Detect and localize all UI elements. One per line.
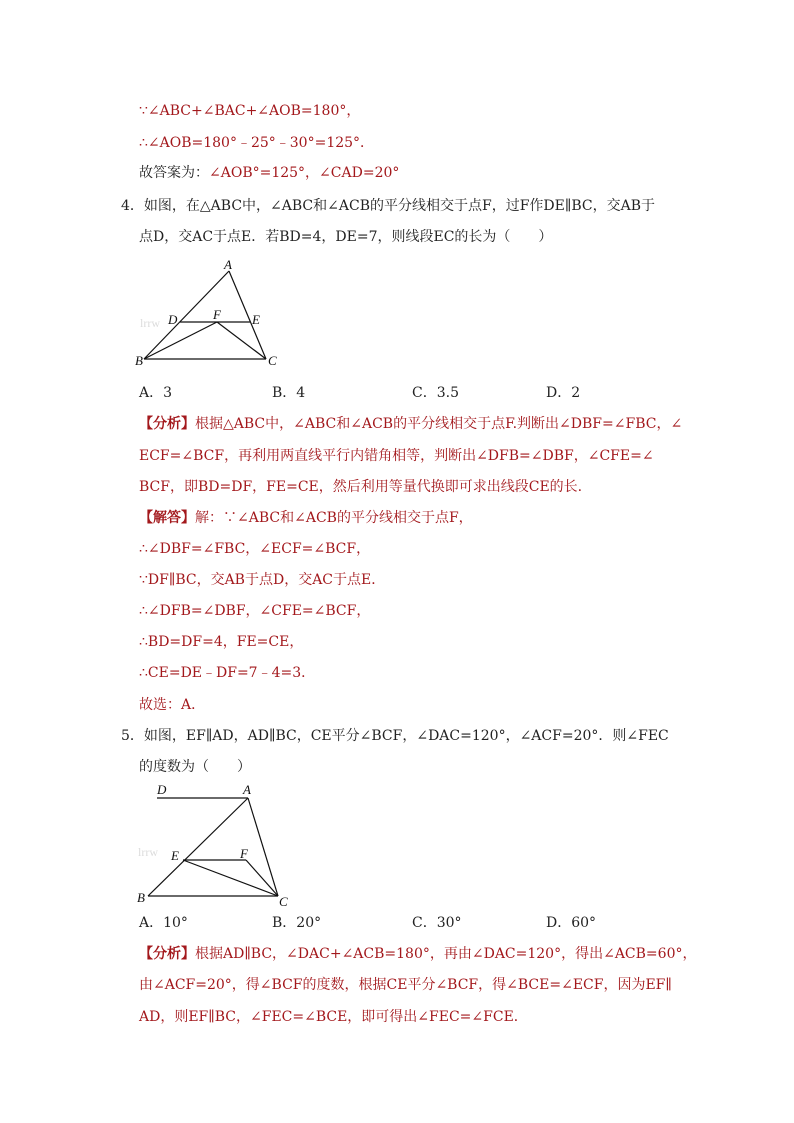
option-c: C．30° (412, 915, 462, 931)
option-b: B．20° (272, 915, 322, 931)
watermark: lrrw (140, 316, 160, 330)
text-line: ∴∠AOB=180°﹣25°﹣30°=125°． (139, 135, 375, 151)
analysis-4-line-1: 【分析】根据△ABC中，∠ABC和∠ACB的平分线相交于点F.判断出∠DBF=∠FBC，∠ (139, 416, 683, 432)
question-5-line-1: 5．如图，EF∥AD，AD∥BC，CE平分∠BCF，∠DAC=120°，∠ACF=20°．则∠FEC (121, 728, 669, 744)
watermark: lrrw (138, 845, 158, 859)
question-4-line-1: 4．如图，在△ABC中，∠ABC和∠ACB的平分线相交于点F，过F作DE∥BC，交AB于 (121, 198, 655, 214)
solution-4-line-2: ∵DF∥BC，交AB于点D，交AC于点E． (139, 572, 386, 588)
solution-4-line-3: ∴∠DFB=∠DBF，∠CFE=∠BCF， (139, 603, 371, 619)
solution-4-line-0: 【解答】解：∵∠ABC和∠ACB的平分线相交于点F， (139, 510, 473, 526)
analysis-4-line-2: ECF=∠BCF，再利用两直线平行内错角相等，判断出∠DFB=∠DBF，∠CFE=∠ (139, 448, 654, 464)
label-d: D (168, 312, 178, 327)
label-c: C (268, 353, 277, 368)
analysis-5-line-2: 由∠ACF=20°，得∠BCF的度数，根据CE平分∠BCF，得∠BCE=∠ECF，因为EF∥ (139, 977, 672, 993)
option-c: C．3.5 (412, 385, 459, 401)
question-4-line-2: 点D，交AC于点E．若BD=4，DE=7，则线段EC的长为（ ） (139, 229, 553, 245)
segment-ec (183, 860, 278, 896)
solution-4-line-6: 故选：A． (139, 697, 206, 713)
option-b: B．4 (272, 385, 306, 401)
label-c: C (279, 894, 288, 908)
analysis-tag: 【分析】 (139, 946, 195, 962)
option-a: A．3 (139, 385, 173, 401)
question-5-line-2: 的度数为（ ） (139, 759, 251, 775)
analysis-5-line-3: AD，则EF∥BC，∠FEC=∠BCE，即可得出∠FEC=∠FCE． (139, 1009, 528, 1025)
answer-value: ∠AOB°=125°，∠CAD=20° (209, 165, 400, 181)
solution-4-line-4: ∴BD=DF=4，FE=CE， (139, 634, 304, 650)
label-e: E (171, 848, 179, 863)
segment-ab (148, 798, 248, 896)
analysis-4-line-3: BCF，即BD=DF，FE=CE，然后利用等量代换即可求出线段CE的长. (139, 479, 583, 495)
option-a: A．10° (139, 915, 188, 931)
label-e: E (252, 312, 260, 327)
trapezoid-figure-q5 (130, 778, 300, 908)
text-line: ∵∠ABC+∠BAC+∠AOB=180°， (139, 103, 361, 119)
text-line (139, 163, 399, 183)
label-f: F (213, 307, 221, 322)
label-a: A (224, 257, 232, 272)
solution-4-line-1: ∴∠DBF=∠FBC，∠ECF=∠BCF， (139, 541, 371, 557)
side-ac (229, 271, 266, 359)
solution-tag: 【解答】 (139, 510, 195, 526)
label-b: B (137, 890, 145, 905)
triangle-figure-q4 (130, 255, 290, 373)
answer-prefix: 故答案为： (139, 165, 209, 181)
label-a: A (243, 782, 251, 797)
segment-fc (246, 860, 278, 896)
label-f: F (240, 846, 248, 861)
option-d: D．2 (546, 385, 581, 401)
option-d: D．60° (546, 915, 597, 931)
analysis-5-line-1: 【分析】根据AD∥BC，∠DAC+∠ACB=180°，再由∠DAC=120°，得出∠ACB=60°， (139, 946, 697, 962)
label-d: D (157, 782, 167, 797)
segment-ac (248, 798, 278, 896)
solution-4-line-5: ∴CE=DE﹣DF=7﹣4=3． (139, 665, 316, 681)
analysis-tag: 【分析】 (139, 416, 195, 432)
label-b: B (135, 353, 143, 368)
